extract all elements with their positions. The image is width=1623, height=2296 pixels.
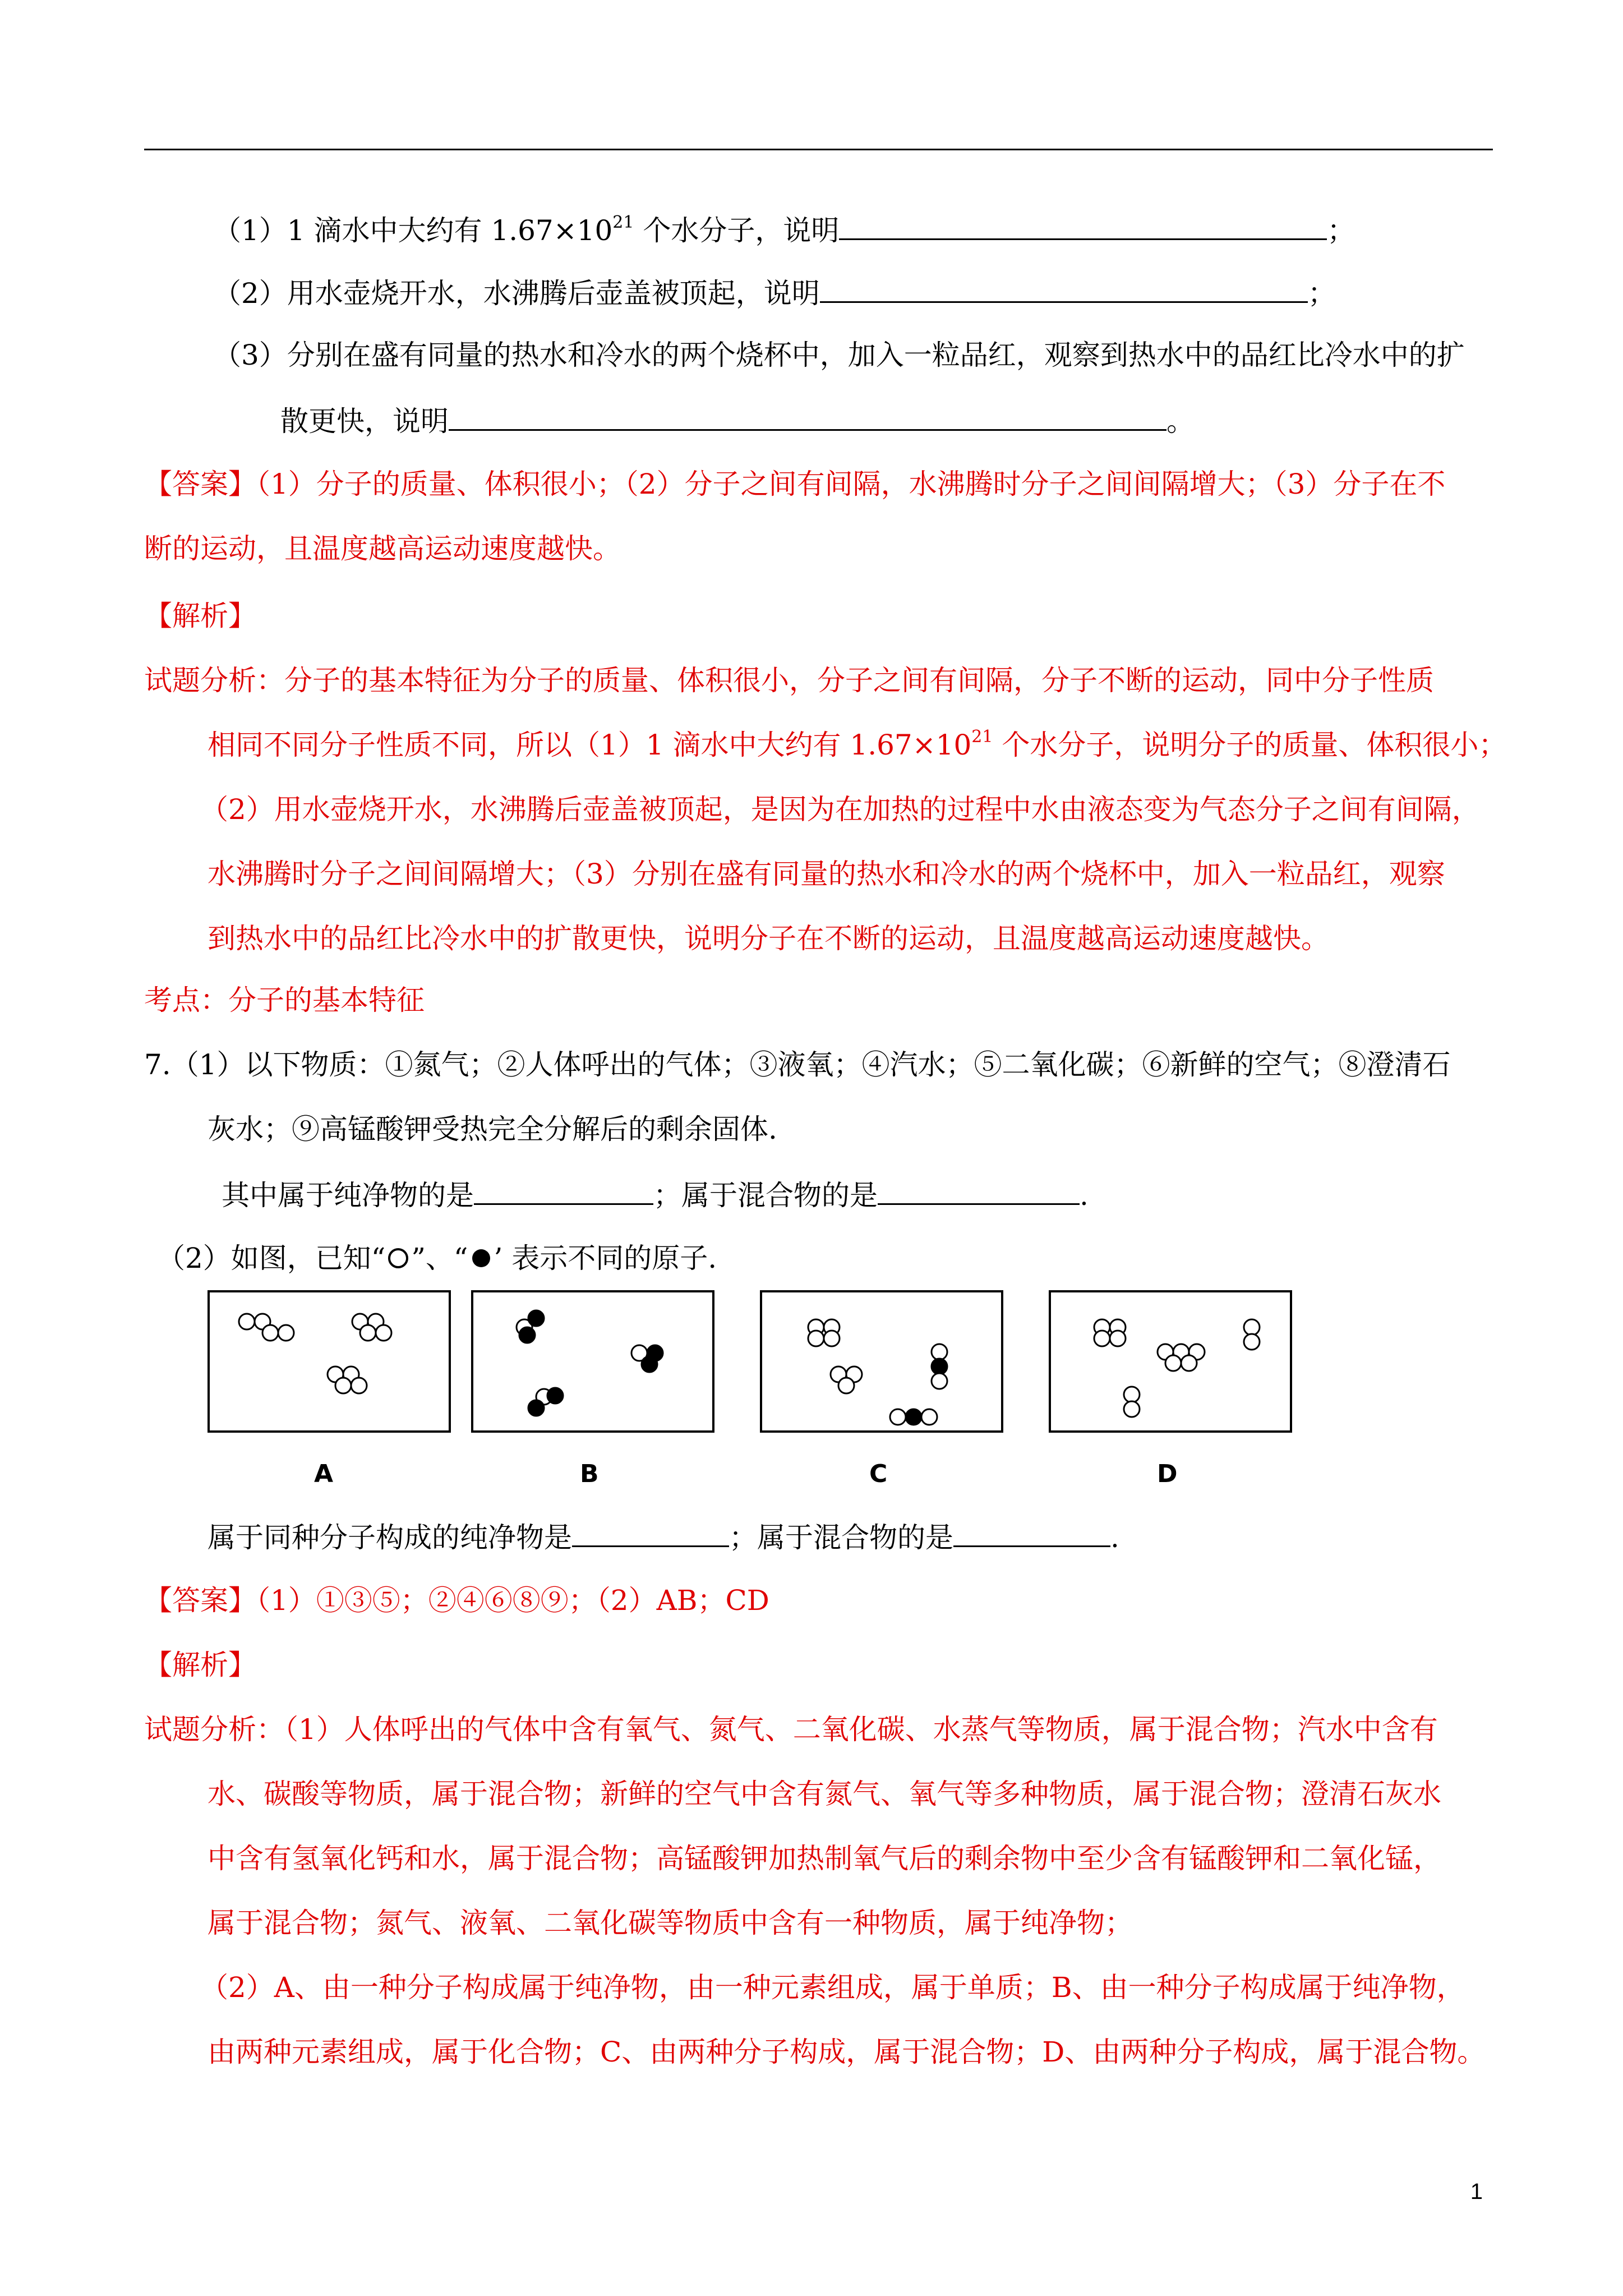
q6-part3-blank[interactable] — [449, 401, 1166, 431]
q6-part1-text: （1）1 滴水中大约有 1.67×10 — [213, 214, 613, 247]
box-d — [1050, 1291, 1291, 1432]
kaodian: 考点：分子的基本特征 — [144, 984, 425, 1016]
q6-part2-end: ； — [1307, 277, 1336, 310]
analysis6-line2-text: 相同不同分子性质不同，所以（1）1 滴水中大约有 1.67×10 — [208, 729, 972, 761]
q6-part3-end: 。 — [1166, 405, 1195, 438]
analysis6-line2 — [208, 726, 1506, 763]
box-label-c: C — [869, 1460, 888, 1488]
box-b — [472, 1291, 713, 1432]
analysis6-exponent: 21 — [971, 727, 993, 747]
q7-line5-text-2: ；属于混合物的是 — [729, 1521, 953, 1554]
box-label-b: B — [580, 1460, 599, 1488]
header-rule — [144, 149, 1493, 150]
q6-part3-line1: （3）分别在盛有同量的热水和冷水的两个烧杯中，加入一粒品红，观察到热水中的品红比冷水中的扩 — [213, 339, 1465, 371]
answer7 — [144, 1582, 769, 1619]
page-number: 1 — [1470, 2179, 1483, 2204]
q7-line4-text-2: ”、“ — [411, 1242, 468, 1274]
answer6-line2: 断的运动，且温度越高运动速度越快。 — [144, 532, 621, 565]
q7-mixture-blank[interactable] — [878, 1175, 1080, 1205]
molecule-diagram — [208, 1290, 1307, 1492]
q7-line3-end: . — [1080, 1179, 1089, 1212]
analysis7-line6: 由两种元素组成，属于化合物；C、由两种分子构成，属于混合物；D、由两种分子构成，属于混合物。 — [208, 2036, 1486, 2068]
analysis6-line3: （2）用水壶烧开水，水沸腾后壶盖被顶起，是因为在加热的过程中水由液态变为气态分子之间有间隔， — [200, 793, 1480, 826]
q7-line3-text: 其中属于纯净物的是 — [222, 1179, 474, 1212]
q7-diagram-mixture-blank[interactable] — [953, 1517, 1110, 1547]
analysis6-line2-text-2: 个水分子，说明分子的质量、体积很小； — [993, 729, 1507, 761]
q7-pure-blank[interactable] — [474, 1175, 653, 1205]
answer7-label: 【答案】 — [144, 1584, 256, 1617]
analysis7-line5: （2）A、由一种分子构成属于纯净物，由一种元素组成，属于单质；B、由一种分子构成属于纯净物， — [200, 1971, 1465, 2004]
q6-part2-text: （2）用水壶烧开水，水沸腾后壶盖被顶起，说明 — [213, 277, 820, 310]
solid-atom-icon — [468, 1245, 494, 1271]
q6-part3-text: 散更快，说明 — [280, 405, 449, 438]
analysis7-label: 【解析】 — [144, 1649, 256, 1681]
q6-part1-text-2: 个水分子，说明 — [634, 214, 840, 247]
q6-part3-line2 — [280, 401, 1195, 440]
q6-part1-blank[interactable] — [839, 210, 1327, 240]
answer6-text: （1）分子的质量、体积很小；（2）分子之间有间隔，水沸腾时分子之间间隔增大；（3）分子在不 — [256, 468, 1446, 500]
box-a — [209, 1291, 450, 1432]
q7-line4-text-3: ’ 表示不同的原子. — [494, 1242, 717, 1274]
q7-line3-text-2: ；属于混合物的是 — [653, 1179, 878, 1212]
analysis7-line1: 试题分析：（1）人体呼出的气体中含有氧气、氮气、二氧化碳、水蒸气等物质，属于混合物；汽水中含有 — [144, 1713, 1438, 1746]
hollow-atom-icon — [385, 1245, 411, 1271]
answer7-text: （1）①③⑤；②④⑥⑧⑨；（2）AB；CD — [256, 1584, 769, 1617]
analysis6-line4: 水沸腾时分子之间间隔增大；（3）分别在盛有同量的热水和冷水的两个烧杯中，加入一粒品红，观察 — [208, 858, 1445, 890]
q6-part1-exponent: 21 — [612, 213, 634, 233]
q7-line4-text: （2）如图，已知“ — [157, 1242, 386, 1274]
answer6-line1 — [144, 466, 1445, 503]
analysis6-line1: 试题分析：分子的基本特征为分子的质量、体积很小，分子之间有间隔，分子不断的运动，同中分子性质 — [144, 664, 1434, 697]
box-c — [761, 1291, 1002, 1432]
analysis6-label: 【解析】 — [144, 600, 256, 632]
box-label-d: D — [1157, 1460, 1178, 1488]
q6-part2-blank[interactable] — [820, 273, 1308, 303]
q7-line4 — [157, 1240, 717, 1277]
q6-part1-end: ； — [1327, 214, 1355, 247]
q7-line2: 灰水；⑨高锰酸钾受热完全分解后的剩余固体. — [208, 1113, 777, 1145]
analysis7-line2: 水、碳酸等物质，属于混合物；新鲜的空气中含有氮气、氧气等多种物质，属于混合物；澄清石灰水 — [208, 1778, 1441, 1810]
q6-part1 — [213, 210, 1355, 249]
box-label-a: A — [314, 1460, 334, 1488]
q7-same-molecule-blank[interactable] — [572, 1517, 729, 1547]
q7-line1: 7.（1）以下物质：①氮气；②人体呼出的气体；③液氧；④汽水；⑤二氧化碳；⑥新鲜的空气；⑧澄清石 — [144, 1048, 1451, 1081]
q7-line5-text: 属于同种分子构成的纯净物是 — [208, 1521, 572, 1554]
q7-line3 — [222, 1175, 1089, 1214]
q6-part2 — [213, 273, 1336, 312]
molecule-boxes — [208, 1290, 1307, 1492]
q7-line5 — [208, 1517, 1119, 1556]
analysis7-line4: 属于混合物；氮气、液氧、二氧化碳等物质中含有一种物质，属于纯净物； — [208, 1907, 1133, 1939]
analysis6-line5: 到热水中的品红比冷水中的扩散更快，说明分子在不断的运动，且温度越高运动速度越快。 — [208, 922, 1329, 955]
analysis7-line3: 中含有氢氧化钙和水，属于混合物；高锰酸钾加热制氧气后的剩余物中至少含有锰酸钾和二氧化锰， — [208, 1842, 1441, 1875]
q7-line5-end: . — [1110, 1521, 1119, 1554]
answer6-label: 【答案】 — [144, 468, 256, 500]
